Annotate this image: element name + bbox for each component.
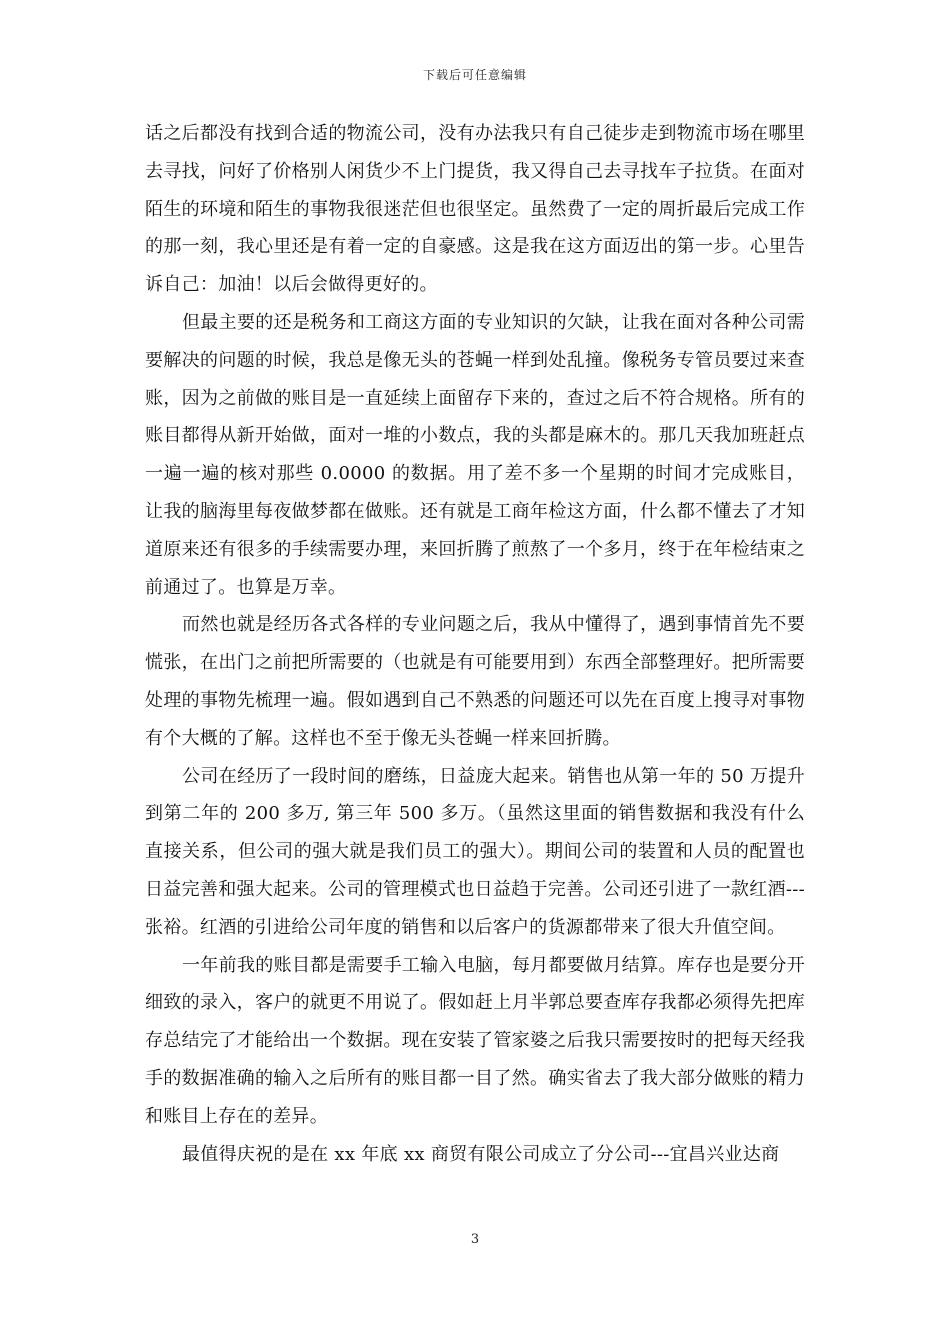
page-number: 3 <box>470 1232 480 1247</box>
paragraph-2: 但最主要的还是税务和工商这方面的专业知识的欠缺，让我在面对各种公司需要解决的问题的时候，我总是像无头的苍蝇一样到处乱撞。像税务专管员要过来查账，因为之前做的账目是一直延续上面留存下来的，查过之后不符合规格。所有的账目都得从新开始做，面对一堆的小数点，我的头都是麻木的。那几天我加班赶点一遍一遍的核对那些 0.0000 的数据。用了差不多一个星期的时间才完成账目，让我的脑海里每夜做梦都在做账。还有就是工商年检这方面，什么都不懂去了才知道原来还有很多的手续需要办理，来回折腾了煎熬了一个多月，终于在年检结束之前通过了。也算是万幸。 <box>145 311 805 598</box>
paragraph-6: 最值得庆祝的是在 xx 年底 xx 商贸有限公司成立了分公司---宜昌兴业达商 <box>182 1143 780 1165</box>
paragraph-3: 而然也就是经历各式各样的专业问题之后，我从中懂得了，遇到事情首先不要慌张，在出门之前把所需要的（也就是有可能要用到）东西全部整理好。把所需要处理的事物先梳理一遍。假如遇到自己不熟悉的问题还可以先在百度上搜寻对事物有个大概的了解。这样也不至于像无头苍蝇一样来回折腾。 <box>145 614 805 749</box>
document-body <box>145 115 805 1173</box>
paragraph-5: 一年前我的账目都是需要手工输入电脑，每月都要做月结算。库存也是要分开细致的录入，客户的就更不用说了。假如赶上月半郭总要查库存我都必须得先把库存总结完了才能给出一个数据。现在安装了管家婆之后我只需要按时的把每天经我手的数据准确的输入之后所有的账目都一目了然。确实省去了我大部分做账的精力和账目上存在的差异。 <box>145 954 805 1127</box>
page-header: 下载后可任意编辑 <box>422 68 527 82</box>
paragraph-4: 公司在经历了一段时间的磨练，日益庞大起来。销售也从第一年的 50 万提升到第二年的 200 多万, 第三年 500 多万。（虽然这里面的销售数据和我没有什么直接关系，但公司的强大就是我们员工的强大）。期间公司的装置和人员的配置也日益完善和强大起来。公司的管理模式也日益趋于完善。公司还引进了一款红酒---张裕。红酒的引进给公司年度的销售和以后客户的货源都带来了很大升值空间。 <box>145 765 805 938</box>
paragraph-1: 话之后都没有找到合适的物流公司，没有办法我只有自己徒步走到物流市场在哪里去寻找，问好了价格别人闲货少不上门提货，我又得自己去寻找车子拉货。在面对陌生的环境和陌生的事物我很迷茫但也很坚定。虽然费了一定的周折最后完成工作的那一刻，我心里还是有着一定的自豪感。这是我在这方面迈出的第一步。心里告诉自己：加油！以后会做得更好的。 <box>145 123 805 296</box>
